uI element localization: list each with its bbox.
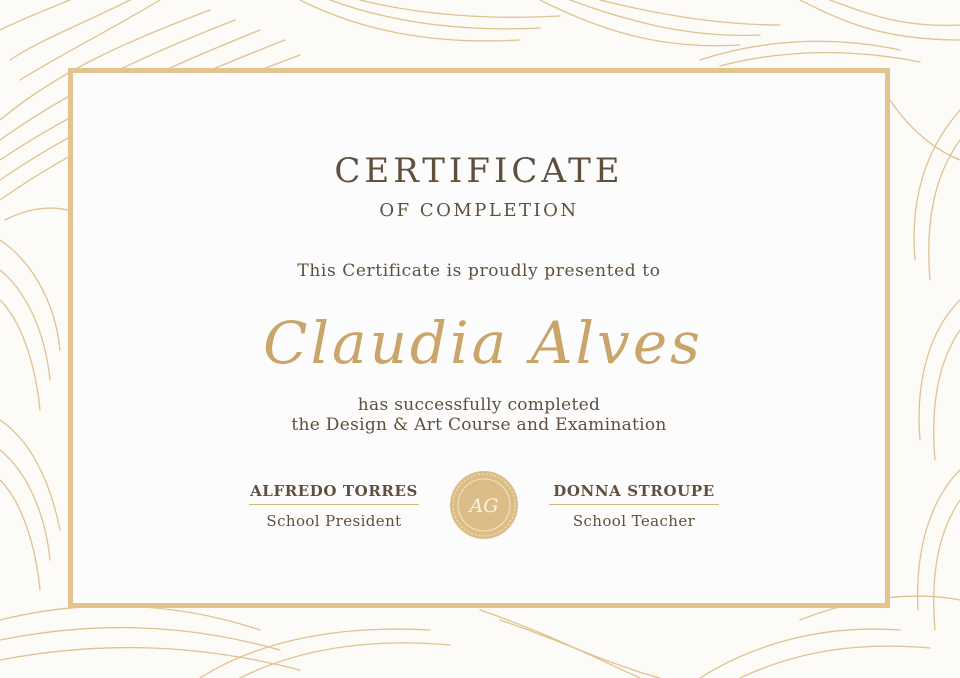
- signatory-role: School President: [266, 512, 402, 530]
- signatory-name: DONNA STROUPE: [549, 482, 719, 505]
- certificate-card: [68, 68, 890, 608]
- seal-monogram: AG: [469, 495, 499, 517]
- presented-text: This Certificate is proudly presented to: [297, 261, 661, 281]
- signatory-role: School Teacher: [572, 512, 696, 530]
- signatory-left: [249, 482, 419, 530]
- completion-line-2: the Design & Art Course and Examination: [291, 415, 667, 435]
- signatory-right: [549, 482, 719, 530]
- certificate-subtitle: OF COMPLETION: [379, 200, 579, 221]
- completion-line-1: has successfully completed: [357, 395, 601, 415]
- monogram-seal: [449, 470, 519, 540]
- signatory-name: ALFREDO TORRES: [249, 482, 419, 505]
- seal-badge-icon: [450, 471, 518, 539]
- recipient-name-text: Claudia Alves: [263, 309, 703, 377]
- certificate-title: CERTIFICATE: [334, 151, 624, 191]
- recipient-name: [73, 295, 885, 385]
